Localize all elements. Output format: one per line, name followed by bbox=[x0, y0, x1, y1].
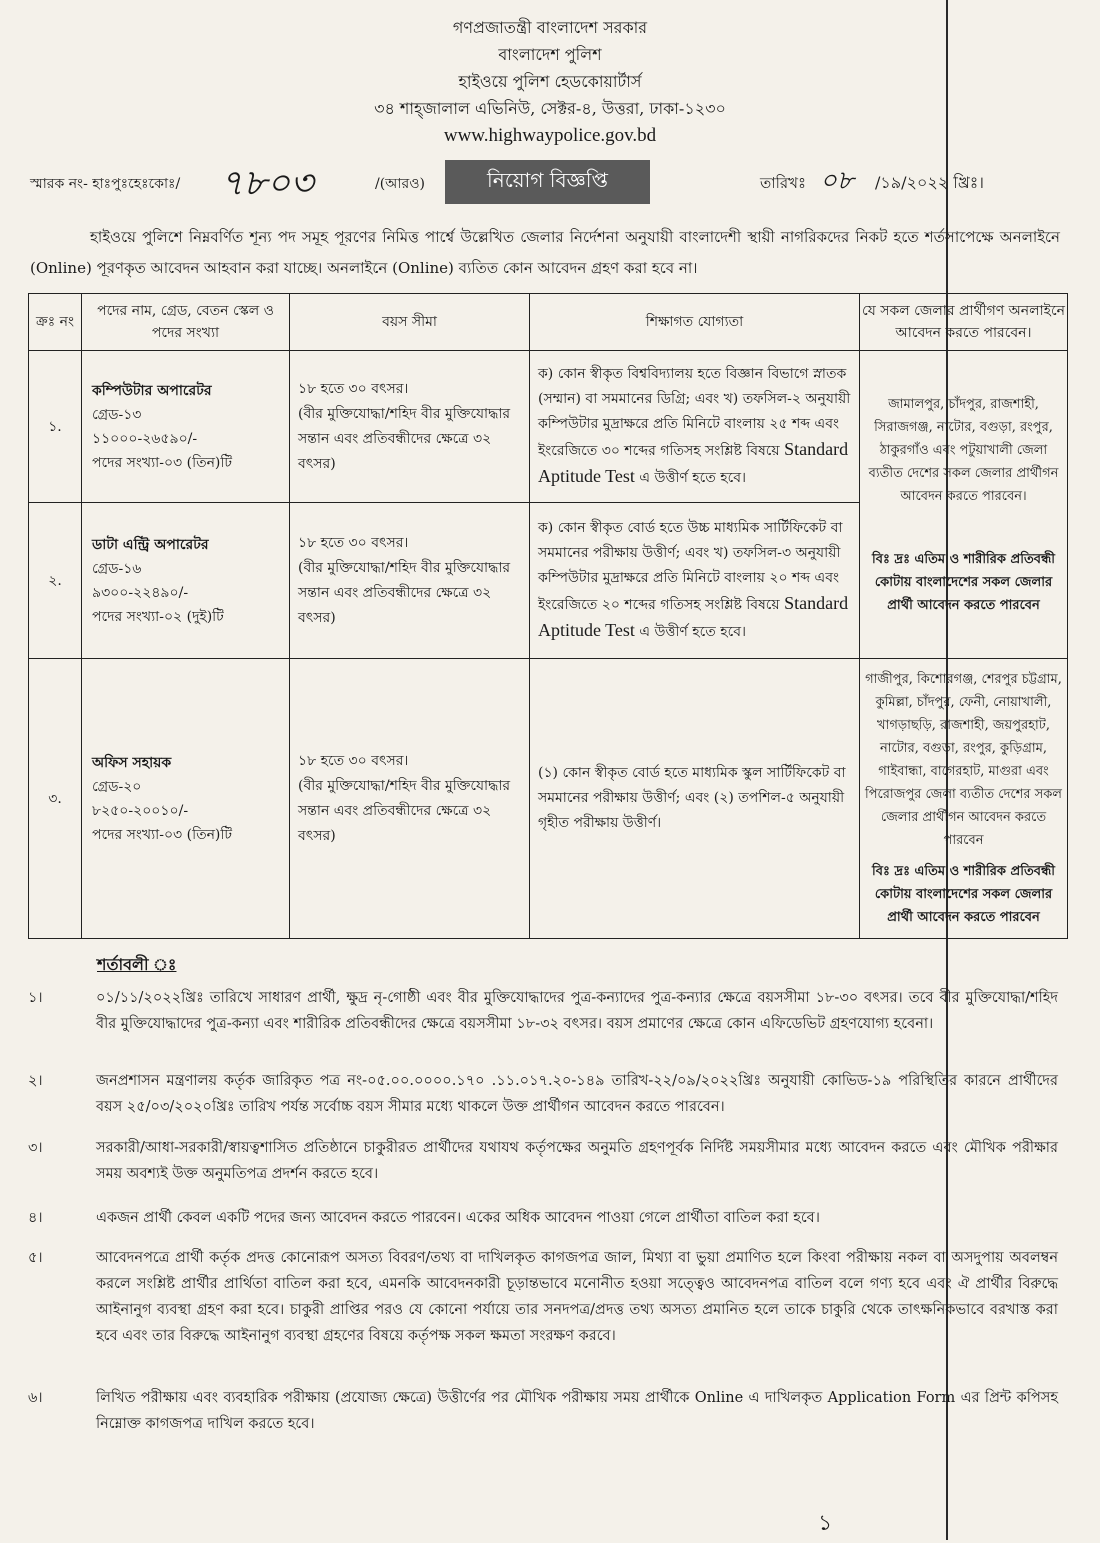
post-grade: গ্রেড-১৩ bbox=[92, 406, 142, 423]
condition-number: ১। bbox=[28, 990, 43, 1006]
edu-tail: এ উত্তীর্ণ হতে হবে। bbox=[639, 470, 747, 486]
condition-text: জনপ্রশাসন মন্ত্রণালয় কর্তৃক জারিকৃত পত্র নং-০৫.০০.০০০০.১৭০ .১১.০১৭.২০-১৪৯ তারিখ-২২/০৯/২০২২খ্রিঃ অনুযায়ী কোভিড-১৯ পরিস্থিতির কারনে প্রার্থীদের বয়স ২৫/০৩/২০২০খ্রিঃ তারিখ পর্যন্ত সর্বোচ্চ বয়স সীমার মধ্যে থাকলে উক্ত প্রার্থীগন আবেদন করতে পারবেন। bbox=[96, 1073, 1058, 1115]
website: www.highwaypolice.gov.bd bbox=[443, 125, 657, 146]
condition-number: ৬। bbox=[28, 1390, 43, 1406]
header-edu: শিক্ষাগত যোগ্যতা bbox=[530, 294, 860, 351]
edu-cell bbox=[530, 503, 860, 659]
age-exception: (বীর মুক্তিযোদ্ধা/শহিদ বীর মুক্তিযোদ্ধার সন্তান এবং প্রতিবন্ধীদের ক্ষেত্রে ৩২ বৎসর) bbox=[298, 559, 511, 626]
post-name: ডাটা এন্ট্রি অপারেটর bbox=[92, 536, 209, 553]
intro-paragraph: হাইওয়ে পুলিশে নিম্নবর্ণিত শূন্য পদ সমূহ পূরণের নিমিত্ত পার্শ্বে উল্লেখিত জেলার নির্দেশনা অনুযায়ী বাংলাদেশী স্থায়ী নাগরিকদের নিকট হতে শর্তসাপেক্ষে অনলাইনে (Online) পূরণকৃত আবেদন আহবান করা যাচ্ছে। অনলাইনে (Online) ব্যতিত কোন আবেদন গ্রহণ করা হবে না। bbox=[30, 228, 1060, 277]
table-row bbox=[29, 659, 1068, 939]
condition-text: সরকারী/আধা-সরকারী/স্বায়ত্বশাসিত প্রতিষ্ঠানে চাকুরীরত প্রার্থীদের যথাযথ কর্তৃপক্ষের অনুমতি গ্রহণপূর্বক নির্দিষ্ট সময়সীমার মধ্যে আবেদন করতে এবং মৌখিক পরীক্ষার সময় অবশ্যই উক্ত অনুমতিপত্র প্রদর্শন করতে হবে। bbox=[96, 1140, 1058, 1182]
post-grade: গ্রেড-২০ bbox=[92, 778, 142, 795]
age-exception: (বীর মুক্তিযোদ্ধা/শহিদ বীর মুক্তিযোদ্ধার সন্তান এবং প্রতিবন্ধীদের ক্ষেত্রে ৩২ বৎসর) bbox=[298, 405, 511, 472]
memo-label: স্মারক নং- হাঃপুঃহেঃকোঃ/ bbox=[30, 176, 181, 192]
header-sn: ক্রঃ নং bbox=[29, 294, 82, 351]
post-count: পদের সংখ্যা-০২ (দুই)টি bbox=[92, 608, 224, 625]
condition-number: ৩। bbox=[28, 1140, 43, 1156]
org-name: বাংলাদেশ পুলিশ bbox=[498, 45, 602, 64]
edu-text: (১) কোন স্বীকৃত বোর্ড হতে মাধ্যমিক স্কুল সার্টিফিকেট বা সমমানের পরীক্ষায় উত্তীর্ণ; এবং (২) তপশিল-৫ অনুযায়ী গৃহীত পরীক্ষায় উত্তীর্ণ। bbox=[538, 765, 846, 831]
edu-test-name: Standard Aptitude Test bbox=[538, 593, 849, 640]
post-cell bbox=[82, 351, 290, 503]
table-header-row bbox=[29, 294, 1068, 351]
age-cell bbox=[290, 503, 530, 659]
edu-cell bbox=[530, 351, 860, 503]
age-cell bbox=[290, 659, 530, 939]
header-post: পদের নাম, গ্রেড, বেতন স্কেল ও পদের সংখ্যা bbox=[82, 294, 290, 351]
edu-text: ক) কোন স্বীকৃত বিশ্ববিদ্যালয় হতে বিজ্ঞান বিভাগে স্নাতক (সম্মান) বা সমমানের ডিগ্রি; এবং খ) তফসিল-২ অনুযায়ী কম্পিউটার মুদ্রাক্ষরে প্রতি মিনিটে বাংলায় ২৫ শব্দ এবং ইংরেজিতে ৩০ শব্দের গতিসহ সংশ্লিষ্ট বিষয়ে bbox=[538, 366, 851, 459]
dist-cell bbox=[860, 659, 1068, 939]
post-scale: ৮২৫০-২০০১০/- bbox=[92, 802, 189, 819]
age-cell bbox=[290, 351, 530, 503]
conditions-title: শর্তাবলী ঃ bbox=[97, 955, 177, 974]
condition-number: ৫। bbox=[28, 1250, 43, 1266]
post-scale: ১১০০০-২৬৫৯০/- bbox=[92, 430, 198, 447]
post-cell bbox=[82, 503, 290, 659]
notice-title: নিয়োগ বিজ্ঞপ্তি bbox=[445, 160, 650, 204]
header-age: বয়স সীমা bbox=[290, 294, 530, 351]
memo-line bbox=[30, 158, 1070, 214]
page-number: ১ bbox=[818, 1511, 833, 1536]
condition-number: ২। bbox=[28, 1073, 43, 1089]
post-scale: ৯৩০০-২২৪৯০/- bbox=[92, 584, 189, 601]
post-name: অফিস সহায়ক bbox=[92, 754, 172, 771]
dist-list: গাজীপুর, কিশোরগঞ্জ, শেরপুর চট্টগ্রাম, কুমিল্লা, চাঁদপুর, ফেনী, নোয়াখালী, খাগড়াছড়ি, রাজশাহী, জয়পুরহাট, নাটোর, বগুড়া, রংপুর, কুড়িগ্রাম, গাইবান্ধা, বাগেরহাট, মাগুরা এবং পিরোজপুর জেলা ব্যতীত দেশের সকল জেলার প্রার্থীগন আবেদন করতে পারবেন bbox=[865, 672, 1062, 848]
condition-text: আবেদনপত্রে প্রার্থী কর্তৃক প্রদত্ত কোনোরূপ অসত্য বিবরণ/তথ্য বা দাখিলকৃত কাগজপত্র জাল, মিথ্যা বা ভুয়া প্রমাণিত হলে কিংবা পরীক্ষায় নকল বা অসদুপায় অবলম্বন করলে সংশ্লিষ্ট প্রার্থীর প্রার্থিতা বাতিল করা হবে, এমনকি আবেদনকারী চূড়ান্তভাবে মনোনীত হওয়া সত্ত্বেও আবেদনপত্র বাতিল বলে গণ্য হবে এবং ঐ প্রার্থীর বিরুদ্ধে আইনানুগ ব্যবস্থা গ্রহণ করা হবে। চাকুরী প্রাপ্তির পরও যে কোনো পর্যায়ে তার সনদপত্র/প্রদত্ত তথ্য অসত্য প্রমানিত হলে তাকে চাকুরি থেকে তাৎক্ষনিকভাবে বরখাস্ত করা হবে এবং তার বিরুদ্ধে আইনানুগ ব্যবস্থা গ্রহণের বিষয়ে কর্তৃপক্ষ সকল ক্ষমতা সংরক্ষণ করবে। bbox=[96, 1250, 1058, 1344]
dist-list: জামালপুর, চাঁদপুর, রাজশাহী, সিরাজগঞ্জ, নাটোর, বগুড়া, রংপুর, ঠাকুরগাঁও এবং পটুয়াখালী জেলা ব্যতীত দেশের সকল জেলার প্রার্থীগন আবেদন করতে পারবেন। bbox=[868, 396, 1059, 504]
edu-test-name: Standard Aptitude Test bbox=[538, 439, 849, 486]
row-sn: ২. bbox=[29, 503, 82, 659]
post-count: পদের সংখ্যা-০৩ (তিন)টি bbox=[92, 454, 233, 471]
condition-text: ০১/১১/২০২২খ্রিঃ তারিখে সাধারণ প্রার্থী, ক্ষুদ্র নৃ-গোষ্ঠী এবং বীর মুক্তিযোদ্ধাদের পুত্র-কন্যাদের পুত্র-কন্যার ক্ষেত্রে বয়সসীমা ১৮-৩০ বৎসর। তবে বীর মুক্তিযোদ্ধা/শহিদ বীর মুক্তিযোদ্ধাদের পুত্র-কন্যা এবং শারীরিক প্রতিবন্ধীদের ক্ষেত্রে বয়সসীমা ১৮-৩২ বৎসর। বয়স প্রমাণের ক্ষেত্রে কোন এফিডেভিট গ্রহণযোগ্য হবেনা। bbox=[96, 990, 1058, 1032]
header-dist: যে সকল জেলার প্রার্থীগণ অনলাইনে আবেদন করতে পারবেন। bbox=[860, 294, 1068, 351]
condition-item bbox=[28, 1205, 1058, 1231]
condition-text: একজন প্রার্থী কেবল একটি পদের জন্য আবেদন করতে পারবেন। একের অধিক আবেদন পাওয়া গেলে প্রার্থীতা বাতিল করা হবে। bbox=[96, 1210, 820, 1226]
office-name: হাইওয়ে পুলিশ হেডকোয়ার্টার্স bbox=[458, 72, 642, 91]
condition-item bbox=[28, 1245, 1058, 1349]
condition-item bbox=[28, 1068, 1058, 1120]
age-limit: ১৮ হতে ৩০ বৎসর। bbox=[298, 534, 409, 551]
post-name: কম্পিউটার অপারেটর bbox=[92, 382, 212, 399]
condition-number: ৪। bbox=[28, 1210, 43, 1226]
condition-item bbox=[28, 985, 1058, 1037]
memo-suffix: /(আরও) bbox=[375, 176, 425, 192]
govt-name: গণপ্রজাতন্ত্রী বাংলাদেশ সরকার bbox=[452, 18, 648, 37]
dist-special-note: বিঃ দ্রঃ এতিম ও শারীরিক প্রতিবন্ধী কোটায় বাংলাদেশের সকল জেলার প্রার্থী আবেদন করতে পারবেন bbox=[872, 551, 1055, 613]
edu-tail: এ উত্তীর্ণ হতে হবে। bbox=[639, 624, 747, 640]
dist-cell bbox=[860, 351, 1068, 659]
office-address: ৩৪ শাহ্‌জালাল এভিনিউ, সেক্টর-৪, উত্তরা, ঢাকা-১২৩০ bbox=[374, 99, 726, 118]
post-cell bbox=[82, 659, 290, 939]
memo-number: ৭৮০৩ bbox=[220, 163, 314, 204]
condition-item bbox=[28, 1135, 1058, 1187]
date-label: তারিখঃ bbox=[760, 174, 806, 192]
post-grade: গ্রেড-১৬ bbox=[92, 560, 142, 577]
age-exception: (বীর মুক্তিযোদ্ধা/শহিদ বীর মুক্তিযোদ্ধার সন্তান এবং প্রতিবন্ধীদের ক্ষেত্রে ৩২ বৎসর) bbox=[298, 777, 511, 844]
date-day: ০৮ bbox=[820, 166, 854, 196]
dist-special-note: বিঃ দ্রঃ এতিম ও শারীরিক প্রতিবন্ধী কোটায় বাংলাদেশের সকল জেলার প্রার্থী আবেদন করতে পারবেন bbox=[872, 864, 1055, 925]
age-limit: ১৮ হতে ৩০ বৎসর। bbox=[298, 752, 409, 769]
date-rest: /১৯/২০২২ খ্রিঃ। bbox=[875, 173, 984, 192]
letterhead bbox=[0, 14, 1100, 149]
edu-cell bbox=[530, 659, 860, 939]
row-sn: ৩. bbox=[29, 659, 82, 939]
condition-text: লিখিত পরীক্ষায় এবং ব্যবহারিক পরীক্ষায় (প্রযোজ্য ক্ষেত্রে) উত্তীর্ণের পর মৌখিক পরীক্ষায় সময় প্রার্থীকে Online এ দাখিলকৃত Application Form এর প্রিন্ট কপিসহ নিম্নোক্ত কাগজপত্র দাখিল করতে হবে। bbox=[96, 1390, 1058, 1432]
age-limit: ১৮ হতে ৩০ বৎসর। bbox=[298, 380, 409, 397]
table-row bbox=[29, 351, 1068, 503]
condition-item bbox=[28, 1385, 1058, 1437]
posts-table bbox=[28, 293, 1068, 939]
row-sn: ১. bbox=[29, 351, 82, 503]
post-count: পদের সংখ্যা-০৩ (তিন)টি bbox=[92, 826, 233, 843]
edu-text: ক) কোন স্বীকৃত বোর্ড হতে উচ্চ মাধ্যমিক সার্টিফিকেট বা সমমানের পরীক্ষায় উত্তীর্ণ; এবং খ) তফসিল-৩ অনুযায়ী কম্পিউটার মুদ্রাক্ষরে প্রতি মিনিটে বাংলায় ২০ শব্দ এবং ইংরেজিতে ২০ শব্দের গতিসহ সংশ্লিষ্ট বিষয়ে bbox=[538, 520, 843, 613]
